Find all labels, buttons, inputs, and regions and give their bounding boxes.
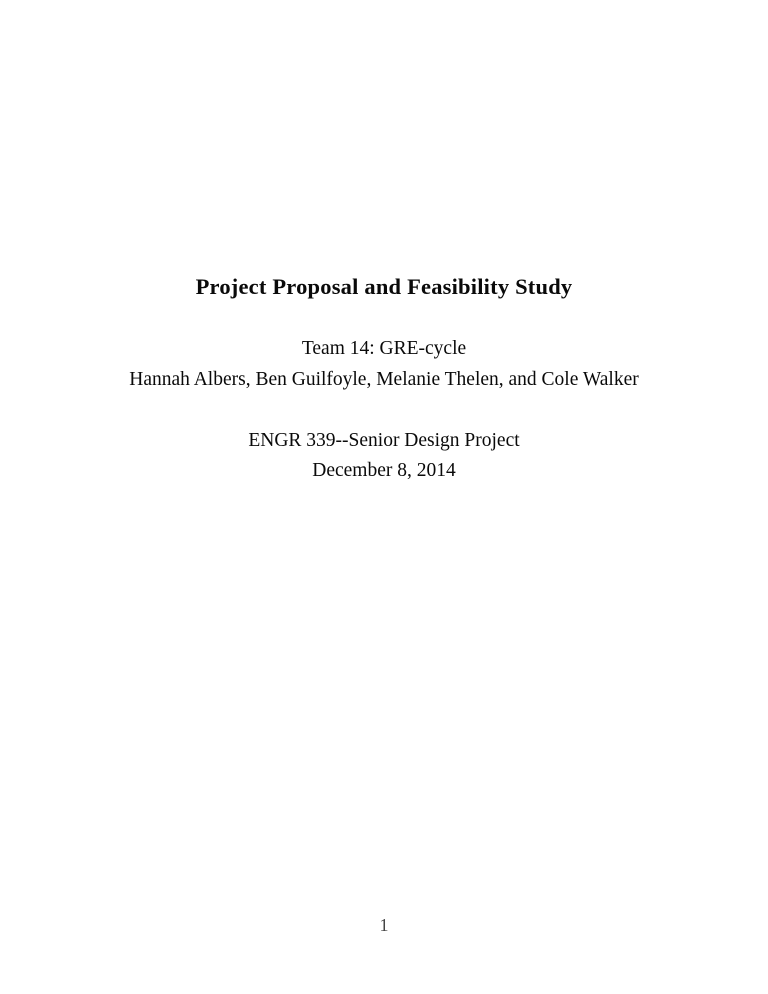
team-line: Team 14: GRE-cycle [301, 338, 467, 359]
authors-line: Hannah Albers, Ben Guilfoyle, Melanie Thelen, and Cole Walker [129, 369, 639, 390]
date-line: December 8, 2014 [312, 460, 456, 481]
course-line: ENGR 339--Senior Design Project [248, 430, 520, 451]
document-title: Project Proposal and Feasibility Study [195, 274, 573, 299]
page-number: 1 [379, 915, 389, 935]
